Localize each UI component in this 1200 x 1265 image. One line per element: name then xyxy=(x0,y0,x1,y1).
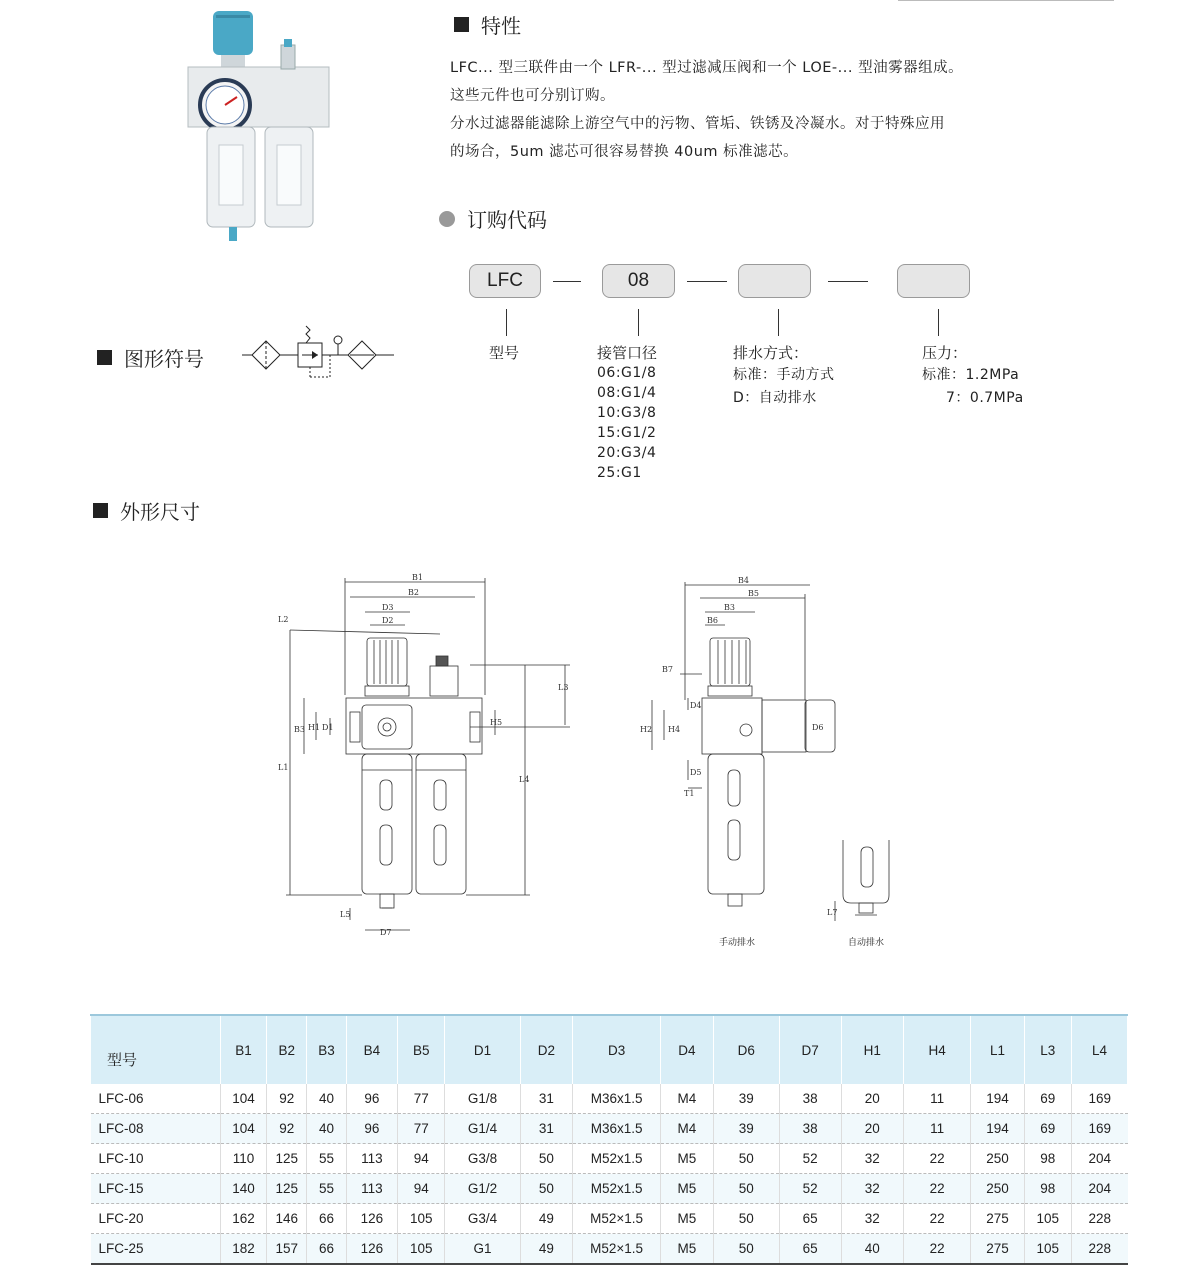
table-header: B1 xyxy=(220,1015,267,1084)
table-header: D7 xyxy=(779,1015,841,1084)
table-cell: 113 xyxy=(346,1174,397,1204)
code-tick xyxy=(638,309,639,336)
dim-label: D4 xyxy=(690,701,702,710)
table-cell: M52×1.5 xyxy=(573,1204,661,1234)
table-cell: M5 xyxy=(661,1234,714,1265)
table-header: 型号 xyxy=(91,1015,221,1084)
table-cell: 126 xyxy=(346,1234,397,1265)
table-header: B3 xyxy=(307,1015,347,1084)
dim-label: H2 xyxy=(640,725,653,734)
table-cell: 96 xyxy=(346,1084,397,1114)
dim-label: B7 xyxy=(662,665,673,674)
square-bullet-icon xyxy=(454,17,469,32)
dim-label: D7 xyxy=(380,928,392,937)
pressure-label: 压力： xyxy=(922,344,968,362)
dim-label: B6 xyxy=(707,616,718,625)
top-rule xyxy=(898,0,1114,1)
code-box-drain xyxy=(738,264,811,298)
table-cell: 40 xyxy=(307,1114,347,1144)
drain-label: 排水方式： xyxy=(733,344,809,362)
table-header: D2 xyxy=(520,1015,573,1084)
table-cell: 98 xyxy=(1024,1144,1071,1174)
table-cell: 11 xyxy=(903,1084,971,1114)
table-cell: 140 xyxy=(220,1174,267,1204)
dims-title: 外形尺寸 xyxy=(93,496,200,525)
code-box-port: 08 xyxy=(602,264,675,298)
table-cell: 52 xyxy=(779,1174,841,1204)
table-cell: 104 xyxy=(220,1084,267,1114)
table-cell: 104 xyxy=(220,1114,267,1144)
table-cell: 39 xyxy=(713,1084,779,1114)
table-cell: G3/4 xyxy=(445,1204,520,1234)
dim-label: D1 xyxy=(322,723,334,732)
table-header: D3 xyxy=(573,1015,661,1084)
table-cell: M5 xyxy=(661,1144,714,1174)
table-cell: G1/8 xyxy=(445,1084,520,1114)
table-cell: 22 xyxy=(903,1234,971,1265)
caption-auto-drain: 自动排水 xyxy=(848,938,885,948)
table-cell: G1 xyxy=(445,1234,520,1265)
feature-line: LFC... 型三联件由一个 LFR-... 型过滤减压阀和一个 LOE-... 型油雾器组成。 xyxy=(450,60,964,76)
table-cell: 92 xyxy=(267,1084,307,1114)
table-header: L4 xyxy=(1072,1015,1128,1084)
table-cell: 105 xyxy=(1024,1234,1071,1265)
dim-label: H5 xyxy=(490,718,503,727)
table-cell: 38 xyxy=(779,1084,841,1114)
table-row xyxy=(91,1144,1128,1174)
code-tick xyxy=(506,309,507,336)
dim-label: B1 xyxy=(412,573,423,582)
table-cell: 125 xyxy=(267,1144,307,1174)
dim-label: L1 xyxy=(278,763,289,772)
table-cell: 113 xyxy=(346,1144,397,1174)
dim-label: L3 xyxy=(558,683,569,692)
pressure-option: 7：0.7MPa xyxy=(946,390,1024,406)
dim-label: H4 xyxy=(668,725,681,734)
table-cell: 204 xyxy=(1072,1174,1128,1204)
circle-bullet-icon xyxy=(439,211,455,227)
dim-label: B4 xyxy=(738,576,749,585)
dim-label: D5 xyxy=(690,768,702,777)
table-cell: M36x1.5 xyxy=(573,1114,661,1144)
dim-label: B5 xyxy=(748,589,759,598)
table-cell: G1/2 xyxy=(445,1174,520,1204)
table-header: H1 xyxy=(841,1015,903,1084)
table-cell: 55 xyxy=(307,1174,347,1204)
table-cell: 52 xyxy=(779,1144,841,1174)
model-cell: LFC-15 xyxy=(91,1174,221,1204)
table-cell: 50 xyxy=(520,1144,573,1174)
dim-label: D3 xyxy=(382,603,394,612)
table-cell: M4 xyxy=(661,1084,714,1114)
table-cell: 69 xyxy=(1024,1114,1071,1144)
port-option: 10:G3/8 xyxy=(597,405,657,421)
table-cell: 194 xyxy=(971,1114,1024,1144)
drain-option: D：自动排水 xyxy=(733,390,817,406)
table-cell: 275 xyxy=(971,1204,1024,1234)
table-cell: 182 xyxy=(220,1234,267,1265)
table-cell: 66 xyxy=(307,1204,347,1234)
model-label: 型号 xyxy=(489,344,520,362)
table-cell: 110 xyxy=(220,1144,267,1174)
table-row xyxy=(91,1084,1128,1114)
table-cell: 250 xyxy=(971,1174,1024,1204)
table-cell: 204 xyxy=(1072,1144,1128,1174)
table-cell: M52x1.5 xyxy=(573,1144,661,1174)
dim-label: L4 xyxy=(519,775,530,784)
table-cell: 38 xyxy=(779,1114,841,1144)
product-image xyxy=(185,5,335,250)
model-cell: LFC-20 xyxy=(91,1204,221,1234)
side-view-drawing xyxy=(640,570,840,910)
table-cell: M52x1.5 xyxy=(573,1174,661,1204)
table-cell: 22 xyxy=(903,1174,971,1204)
table-cell: 77 xyxy=(398,1084,445,1114)
port-option: 20:G3/4 xyxy=(597,445,657,461)
table-cell: 49 xyxy=(520,1204,573,1234)
table-header: B5 xyxy=(398,1015,445,1084)
dim-label: D2 xyxy=(382,616,394,625)
table-cell: 94 xyxy=(398,1144,445,1174)
table-cell: 105 xyxy=(398,1204,445,1234)
table-cell: 22 xyxy=(903,1204,971,1234)
table-header: D1 xyxy=(445,1015,520,1084)
table-cell: 125 xyxy=(267,1174,307,1204)
table-cell: 50 xyxy=(520,1174,573,1204)
model-cell: LFC-10 xyxy=(91,1144,221,1174)
code-box-pressure xyxy=(897,264,970,298)
table-cell: M36x1.5 xyxy=(573,1084,661,1114)
model-cell: LFC-25 xyxy=(91,1234,221,1265)
pneumatic-symbol-icon xyxy=(242,322,394,382)
port-option: 08:G1/4 xyxy=(597,385,657,401)
features-title: 特性 xyxy=(454,10,521,39)
drain-options xyxy=(733,342,835,409)
table-header: D4 xyxy=(661,1015,714,1084)
table-cell: 250 xyxy=(971,1144,1024,1174)
table-cell: 32 xyxy=(841,1174,903,1204)
code-box-model: LFC xyxy=(469,264,541,298)
model-cell: LFC-06 xyxy=(91,1084,221,1114)
code-tick xyxy=(938,309,939,336)
features-text xyxy=(450,54,963,166)
table-cell: M52×1.5 xyxy=(573,1234,661,1265)
port-options xyxy=(597,342,657,483)
square-bullet-icon xyxy=(93,503,108,518)
dim-label: B2 xyxy=(408,588,419,597)
table-header: L1 xyxy=(971,1015,1024,1084)
table-row xyxy=(91,1234,1128,1265)
table-header: D6 xyxy=(713,1015,779,1084)
table-cell: 126 xyxy=(346,1204,397,1234)
dim-label: L5 xyxy=(340,910,351,919)
table-cell: 49 xyxy=(520,1234,573,1265)
dim-label: D6 xyxy=(812,723,824,732)
dim-label: T1 xyxy=(684,789,695,798)
table-cell: 105 xyxy=(1024,1204,1071,1234)
table-cell: 69 xyxy=(1024,1084,1071,1114)
table-header: B2 xyxy=(267,1015,307,1084)
model-cell: LFC-08 xyxy=(91,1114,221,1144)
table-cell: M5 xyxy=(661,1204,714,1234)
table-header-row xyxy=(91,1015,1128,1084)
dim-label: L2 xyxy=(278,615,289,624)
table-cell: 146 xyxy=(267,1204,307,1234)
feature-line: 分水过滤器能滤除上游空气中的污物、管垢、铁锈及冷凝水。对于特殊应用 xyxy=(450,116,945,132)
pressure-options xyxy=(922,342,1024,409)
spec-table xyxy=(90,1014,1128,1265)
table-cell: 105 xyxy=(398,1234,445,1265)
table-cell: 94 xyxy=(398,1174,445,1204)
caption-manual-drain: 手动排水 xyxy=(719,938,756,948)
table-cell: 40 xyxy=(307,1084,347,1114)
table-cell: 77 xyxy=(398,1114,445,1144)
table-cell: G3/8 xyxy=(445,1144,520,1174)
table-cell: 96 xyxy=(346,1114,397,1144)
pressure-option: 标准：1.2MPa xyxy=(922,367,1020,383)
code-dash xyxy=(687,281,727,282)
port-option: 15:G1/2 xyxy=(597,425,657,441)
table-cell: 65 xyxy=(779,1234,841,1265)
dim-label: H1 xyxy=(308,723,321,732)
table-cell: 11 xyxy=(903,1114,971,1144)
table-cell: 32 xyxy=(841,1144,903,1174)
dim-label: L7 xyxy=(827,908,838,917)
table-row xyxy=(91,1204,1128,1234)
table-cell: 228 xyxy=(1072,1204,1128,1234)
front-view-drawing xyxy=(270,570,590,940)
table-cell: 20 xyxy=(841,1084,903,1114)
table-cell: 66 xyxy=(307,1234,347,1265)
table-header: H4 xyxy=(903,1015,971,1084)
feature-line: 的场合，5um 滤芯可很容易替换 40um 标准滤芯。 xyxy=(450,144,799,160)
table-cell: 31 xyxy=(520,1084,573,1114)
table-cell: M4 xyxy=(661,1114,714,1144)
table-cell: 228 xyxy=(1072,1234,1128,1265)
table-cell: 39 xyxy=(713,1114,779,1144)
table-cell: 31 xyxy=(520,1114,573,1144)
table-cell: 169 xyxy=(1072,1114,1128,1144)
code-tick xyxy=(778,309,779,336)
table-cell: 157 xyxy=(267,1234,307,1265)
table-cell: M5 xyxy=(661,1174,714,1204)
table-header: B4 xyxy=(346,1015,397,1084)
table-row xyxy=(91,1114,1128,1144)
table-cell: G1/4 xyxy=(445,1114,520,1144)
table-cell: 50 xyxy=(713,1174,779,1204)
table-cell: 275 xyxy=(971,1234,1024,1265)
symbol-title: 图形符号 xyxy=(97,343,204,372)
table-cell: 50 xyxy=(713,1234,779,1265)
port-label: 接管口径 xyxy=(597,344,658,362)
port-option: 25:G1 xyxy=(597,465,642,481)
table-cell: 65 xyxy=(779,1204,841,1234)
table-cell: 194 xyxy=(971,1084,1024,1114)
table-cell: 92 xyxy=(267,1114,307,1144)
table-cell: 169 xyxy=(1072,1084,1128,1114)
dim-label: B3 xyxy=(724,603,735,612)
code-dash xyxy=(828,281,868,282)
order-title: 订购代码 xyxy=(439,204,547,233)
table-cell: 22 xyxy=(903,1144,971,1174)
feature-line: 这些元件也可分别订购。 xyxy=(450,88,615,104)
table-cell: 40 xyxy=(841,1234,903,1265)
table-cell: 50 xyxy=(713,1144,779,1174)
code-dash xyxy=(553,281,581,282)
table-cell: 50 xyxy=(713,1204,779,1234)
drain-option: 标准：手动方式 xyxy=(733,367,835,383)
table-cell: 20 xyxy=(841,1114,903,1144)
auto-drain-drawing xyxy=(825,835,900,925)
table-header: L3 xyxy=(1024,1015,1071,1084)
table-cell: 32 xyxy=(841,1204,903,1234)
dim-label: B3 xyxy=(294,725,305,734)
table-cell: 55 xyxy=(307,1144,347,1174)
table-cell: 162 xyxy=(220,1204,267,1234)
square-bullet-icon xyxy=(97,350,112,365)
port-option: 06:G1/8 xyxy=(597,365,657,381)
table-cell: 98 xyxy=(1024,1174,1071,1204)
table-row xyxy=(91,1174,1128,1204)
